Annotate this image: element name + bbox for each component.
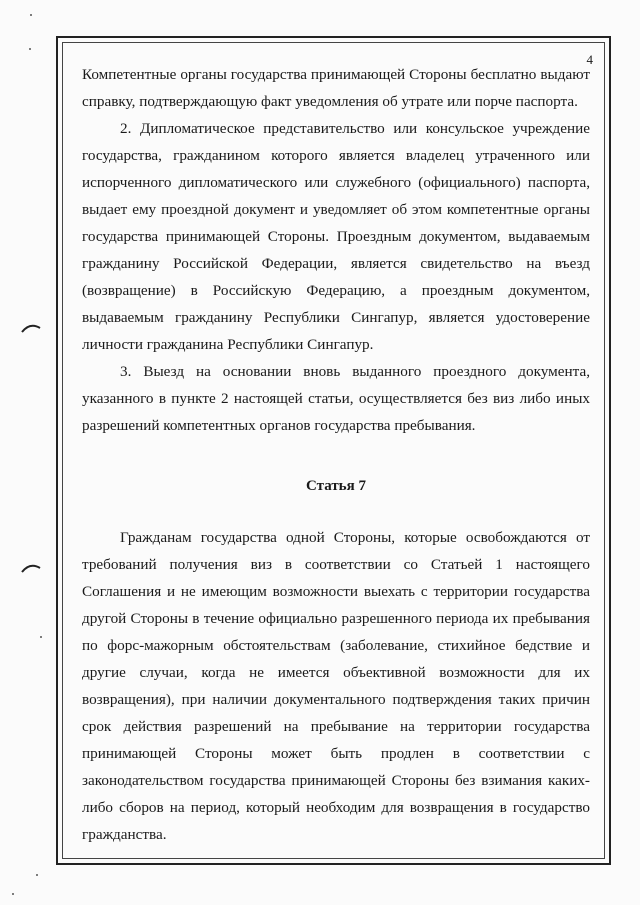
scan-speck [29, 48, 31, 50]
scan-speck [40, 636, 42, 638]
document-body [82, 61, 590, 848]
paragraph-clause-3: 3. Выезд на основании вновь выданного проездного документа, указанного в пункте 2 настоящей статьи, осуществляется без виз либо иных разрешений компетентных органов государства пребывания. [82, 363, 590, 434]
punch-hole-mark-bottom [20, 562, 42, 574]
paragraph-clause-2: 2. Дипломатическое представительство или консульское учреждение государства, гражданином которого является владелец утраченного или испорченного дипломатического или служебного (официального) паспорта, выдает ему проездной документ и уведомляет об этом компетентные органы государства принимающей Стороны. Проездным документом, выдаваемым гражданину Российской Федерации, является свидетельство на въезд (возвращение) в Российскую Федерацию, а проездным документом, выдаваемым гражданину Республики Сингапур, является удостоверение личности гражданина Республики Сингапур. [82, 120, 590, 353]
page-number: 4 [586, 52, 593, 67]
scan-speck [36, 874, 38, 876]
paragraph-continuation: Компетентные органы государства принимающей Стороны бесплатно выдают справку, подтверждающую факт уведомления об утрате или порче паспорта. [82, 66, 590, 110]
punch-hole-mark-top [20, 322, 42, 334]
article-heading: Статья 7 [306, 478, 366, 494]
article-7-paragraph: Гражданам государства одной Стороны, которые освобождаются от требований получения виз в соответствии со Статьей 1 настоящего Соглашения и не имеющим возможности выехать с территории государства другой Стороны в течение официально разрешенного периода их пребывания по форс-мажорным обстоятельствам (заболевание, стихийное бедствие и другие случаи, когда не имеется объективной возможности для их возвращения), при наличии документального подтверждения таких причин срок действия разрешений на пребывание на территории государства принимающей Стороны может быть продлен в соответствии с законодательством государства принимающей Стороны без взимания каких-либо сборов на период, который необходим для возвращения в государство гражданства. [82, 529, 590, 843]
scan-speck [30, 14, 32, 16]
scan-speck [12, 893, 14, 895]
